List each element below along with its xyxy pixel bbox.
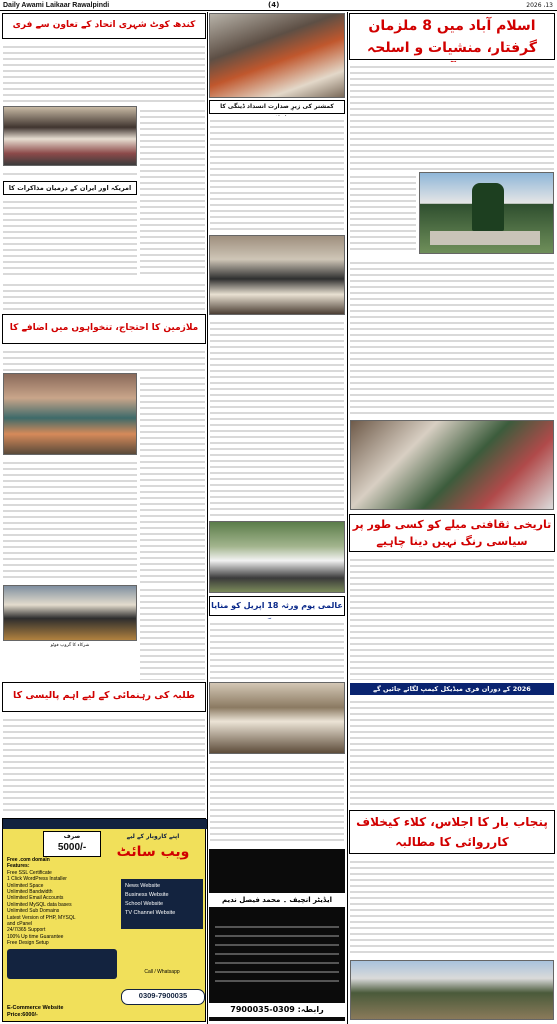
headline-employees: ملازمین کا احتجاج، تنخواہوں میں اضافے کا — [2, 314, 206, 344]
ad-laptop-graphic — [7, 949, 117, 979]
ad-services — [121, 879, 203, 929]
editor-contact: رابطہ: 0309-7900035 — [209, 1003, 345, 1017]
ad-feature: Unlimited Sub Domains — [7, 908, 60, 915]
text-block — [210, 757, 344, 845]
headline-medical-camp: کندھ کوٹ شہری اتحاد کے تعاون سے فری — [2, 13, 206, 39]
text-block — [3, 197, 137, 277]
ad-service: News Website — [125, 883, 161, 889]
ad-ecommerce — [7, 1005, 117, 1019]
text-block — [3, 169, 137, 179]
news-photo — [209, 13, 345, 98]
text-block — [350, 62, 554, 170]
ad-feature: 1 Click WordPress Installer — [7, 876, 67, 883]
ad-price-label: صرف — [63, 833, 81, 840]
ad-price: 5000/- — [57, 842, 87, 853]
ad-feature: Free SSL Certificate — [7, 869, 52, 876]
ad-top-band — [3, 819, 207, 829]
ad-feature: Unlimited Space — [7, 882, 44, 889]
ad-feature: Latest Version of PHP, MYSQL — [7, 914, 76, 921]
ad-title-big: ویب سائٹ — [116, 844, 190, 860]
column-rule — [347, 12, 348, 1024]
text-block — [350, 258, 554, 418]
ad-service: Business Website — [125, 892, 169, 898]
text-block — [140, 106, 205, 276]
headline-students: طلبہ کی رہنمائی کے لیے اہم پالیسی کا — [2, 682, 206, 712]
text-block — [350, 555, 554, 680]
photo-figure — [472, 183, 504, 231]
news-photo — [419, 172, 554, 254]
text-block — [3, 347, 205, 371]
ad-features — [7, 857, 117, 947]
ad-feature: 24/7/365 Support — [7, 927, 46, 934]
news-photo — [209, 235, 345, 315]
ad-phone: 0309-7900035 — [121, 989, 205, 1005]
ad-feature: Unlimited MySQL data bases — [7, 901, 72, 908]
ad-price-badge — [43, 831, 101, 857]
page-number: (4) — [268, 1, 280, 9]
text-block — [350, 172, 416, 254]
ad-features-label: Features: — [7, 863, 30, 870]
headline-talks: امریکہ اور ایران کے درمیان مذاکرات کا — [3, 181, 137, 195]
text-block — [3, 280, 205, 312]
text-block — [3, 42, 205, 104]
ad-feature: 100% Up time Guarantee — [7, 933, 64, 940]
ad-service: School Website — [125, 901, 164, 907]
news-photo — [350, 420, 554, 510]
masthead — [0, 0, 557, 11]
ad-feature: Unlimited Bandwidth — [7, 889, 53, 896]
headline-dengue: کمشنر کی زیرِ صدارت انسداد ڈینگی کا — [209, 100, 345, 114]
column-rule — [207, 12, 208, 1024]
lead-headline: اسلام آباد میں 8 ملزمان گرفتار، منشیات و اسلحہ — [349, 13, 555, 60]
ad-service: TV Channel Website — [125, 910, 176, 916]
ad-feature: Unlimited Email Accounts — [7, 895, 64, 902]
editor-title: ایڈیٹر انچیف ۔ محمد فیصل ندیم — [209, 893, 345, 907]
ad-domain: Free .com domain — [7, 857, 50, 863]
text-block — [210, 116, 344, 232]
news-photo — [209, 682, 345, 754]
news-photo — [3, 585, 137, 641]
text-block — [3, 715, 205, 815]
date-line: 2026 ،13 — [526, 2, 553, 9]
news-photo — [3, 106, 137, 166]
headline-heritage-day: عالمی یوم ورثہ 18 اپریل کو منایا — [209, 596, 345, 616]
news-photo — [209, 521, 345, 593]
ad-feature: and cPanel — [7, 921, 33, 928]
text-block — [3, 458, 137, 582]
text-block — [140, 585, 205, 680]
ad-ecommerce-price: Price:6000/- — [7, 1012, 38, 1018]
editor-text — [215, 919, 339, 989]
text-block — [210, 318, 344, 518]
news-photo — [3, 373, 137, 455]
ad-call-label: Call / Whatsapp — [144, 969, 180, 975]
photo-table — [430, 231, 540, 245]
text-block — [350, 857, 554, 957]
photo-caption: شرکاء کا گروپ فوٹو — [50, 643, 90, 648]
text-block — [210, 619, 344, 679]
ad-feature: Free Design Setup — [7, 940, 49, 947]
website-ad — [2, 818, 206, 1022]
headline-cultural: تاریخی ثقافتی میلے کو کسی طور پر سیاسی رنگ نہیں دینا چاہیے — [349, 514, 555, 552]
ad-title-urdu: اپنے کاروبار کے لیے — [126, 833, 180, 840]
headline-punjab-bar: پنجاب بار کا اجلاس، کلاء کیخلاف کارروائی کا مطالبہ — [349, 810, 555, 854]
paper-name: Daily Awami Laikaar Rawalpindi — [3, 2, 110, 9]
ad-ecommerce-label: E-Commerce Website — [7, 1005, 64, 1011]
news-photo — [350, 960, 554, 1020]
subhead-medical: 2026 کے دوران فری میڈیکل کیمپ لگائے جائیں گے — [350, 683, 554, 695]
text-block — [350, 697, 554, 807]
editor-box — [209, 849, 345, 1021]
text-block — [140, 373, 205, 583]
